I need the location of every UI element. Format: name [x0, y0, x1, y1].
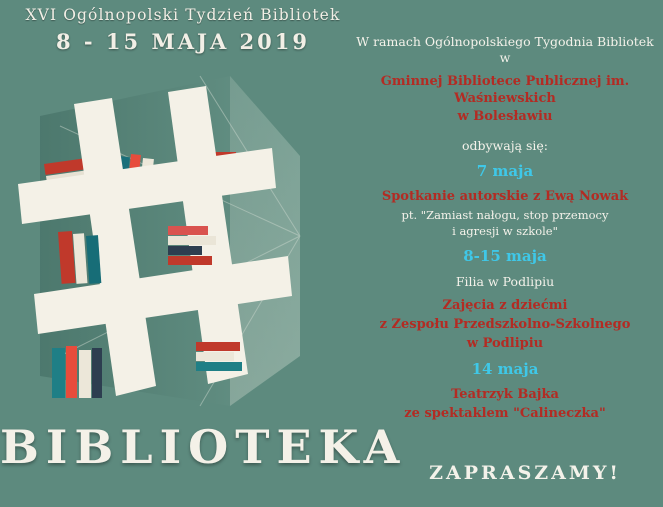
event-zajecia-line-1: Zajęcia z dziećmi: [442, 298, 568, 314]
event-teatrzyk-subtitle: ze spektaklem "Calineczka": [404, 406, 606, 421]
text-line-2: Gminnej Bibliotece Publicznej im. Waśniewskich: [380, 74, 630, 106]
poster-headline-line-2: 8 - 15 MAJA 2019: [55, 29, 310, 54]
event-teatrzyk-bajka: Teatrzyk Bajka: [451, 387, 559, 403]
date-7-maja: 7 maja: [476, 161, 534, 180]
text-line-4: odbywają się:: [461, 137, 549, 153]
spacer: [355, 128, 655, 138]
hashtag-bookshelf-illustration: [0, 56, 360, 436]
event-zajecia-line-3: w Podlipiu: [466, 335, 544, 351]
location-filia-podlipie: Filia w Podlipiu: [455, 274, 555, 290]
event-subtitle-2: i agresji w szkole": [452, 224, 558, 239]
text-line-1: W ramach Ogólnopolskiego Tygodnia Bibliotek w: [356, 34, 654, 65]
event-zajecia-line-2: z Zespołu Przedszkolno-Szkolnego: [379, 316, 631, 332]
date-14-maja: 14 maja: [471, 360, 539, 379]
text-line-3: w Bolesławiu: [457, 109, 553, 125]
poster-headline-line-1: XVI Ogólnopolski Tydzień Bibliotek: [25, 6, 341, 24]
event-subtitle-1: pt. "Zamiast nałogu, stop przemocy: [401, 207, 609, 222]
poster-text-column: [355, 34, 655, 425]
event-spotkanie-autorskie: Spotkanie autorskie z Ewą Nowak: [381, 189, 629, 205]
closing-invitation: ZAPRASZAMY!: [429, 462, 621, 484]
date-8-15-maja: 8-15 maja: [463, 247, 547, 266]
poster-bottom-word: BIBLIOTEKA: [0, 420, 407, 474]
